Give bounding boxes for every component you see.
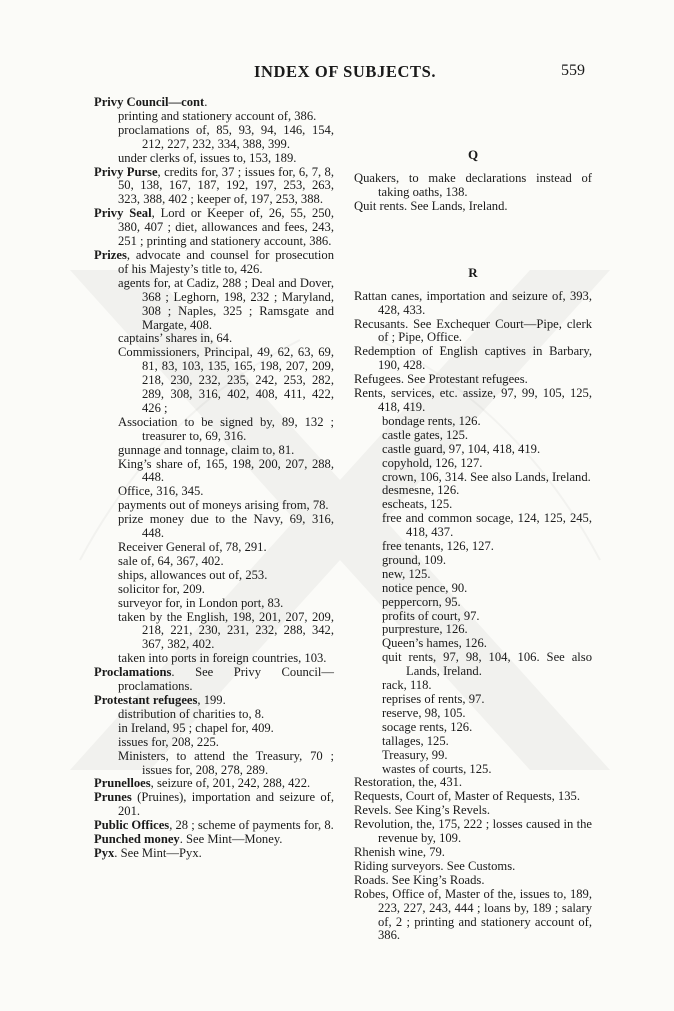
index-subentry: bondage rents, 126. <box>382 413 481 428</box>
index-subentry: profits of court, 97. <box>382 608 480 623</box>
index-subentry: King’s share of, 165, 198, 200, 207, 288, 448. <box>118 456 334 485</box>
index-subentry: distribution of charities to, 8. <box>118 706 265 721</box>
index-entry: Rhenish wine, 79. <box>354 844 445 859</box>
index-subentry: captains’ shares in, 64. <box>118 331 233 346</box>
left-column <box>94 96 334 861</box>
index-subentry: free tenants, 126, 127. <box>382 539 494 554</box>
index-entry: Refugees. See Protestant refugees. <box>354 372 528 387</box>
index-subentry: castle guard, 97, 104, 418, 419. <box>382 441 541 456</box>
index-subentry: Ministers, to attend the Treasury, 70 ; issues for, 208, 278, 289. <box>118 748 334 777</box>
index-entry: Roads. See King’s Roads. <box>354 872 485 887</box>
index-entry: Requests, Court of, Master of Requests, 135. <box>354 789 580 804</box>
index-subentry: ships, allowances out of, 253. <box>118 567 268 582</box>
index-entry: Quakers, to make declarations instead of taking oaths, 138. <box>354 171 592 199</box>
index-subentry: reprises of rents, 97. <box>382 692 485 706</box>
index-entry: Protestant refugees, 199. <box>94 692 226 707</box>
index-entry: Rattan canes, importation and seizure of, 393, 428, 433. <box>354 288 592 317</box>
index-subentry: Office, 316, 345. <box>118 484 204 499</box>
index-subentry: Receiver General of, 78, 291. <box>118 540 267 554</box>
index-entry: Prunes (Pruines), importation and seizure of, 201. <box>94 790 335 819</box>
index-subentry: socage rents, 126. <box>382 719 473 734</box>
index-subentry: solicitor for, 209. <box>118 581 205 596</box>
index-subentry: agents for, at Cadiz, 288 ; Deal and Dover, 368 ; Leghorn, 198, 232 ; Maryland, 308 ; Naples, 325 ; Ramsgate and Margate, 408. <box>118 275 334 332</box>
index-entry: Privy Council—cont. <box>94 95 208 109</box>
index-subentry: reserve, 98, 105. <box>382 705 466 720</box>
index-subentry: escheats, 125. <box>382 497 453 512</box>
index-subentry: peppercorn, 95. <box>382 594 461 609</box>
index-entry: Proclamations. See Privy Council—proclamations. <box>94 665 334 694</box>
index-subentry: sale of, 64, 367, 402. <box>118 553 224 568</box>
index-entry: Privy Seal, Lord or Keeper of, 26, 55, 250, 380, 407 ; diet, allowances and fees, 243, 251 ; printing and stationery account, 386. <box>94 206 334 249</box>
index-subentry: notice pence, 90. <box>382 580 468 595</box>
index-subentry: Queen’s hames, 126. <box>382 636 487 651</box>
index-subentry: gunnage and tonnage, claim to, 81. <box>118 442 295 457</box>
index-subentry: wastes of courts, 125. <box>382 761 492 776</box>
index-entry: Public Offices, 28 ; scheme of payments for, 8. <box>94 818 334 833</box>
index-entry: Riding surveyors. See Customs. <box>354 858 516 873</box>
index-subentry: rack, 118. <box>382 678 432 693</box>
page-header <box>0 62 674 84</box>
section-q-entries <box>354 172 592 214</box>
index-entry: Privy Purse, credits for, 37 ; issues for, 6, 7, 8, 50, 138, 167, 187, 192, 197, 253, 263, 323, 388, 402 ; keeper of, 197, 253, 388. <box>94 164 334 207</box>
index-subentry: Commissioners, Principal, 49, 62, 63, 69, 81, 83, 103, 135, 165, 198, 207, 209, 218, 230, 232, 235, 242, 253, 282, 289, 308, 316, 402, 408, 411, 422, 426 ; <box>118 345 334 415</box>
index-subentry: surveyor for, in London port, 83. <box>118 595 284 610</box>
index-subentry: Treasury, 99. <box>382 747 448 762</box>
index-subentry: desmesne, 126. <box>382 483 460 498</box>
index-entry: Restoration, the, 431. <box>354 775 463 790</box>
index-subentry: printing and stationery account of, 386. <box>118 108 317 123</box>
index-entry: Recusants. See Exchequer Court—Pipe, clerk of ; Pipe, Office. <box>354 316 592 345</box>
index-subentry: purpresture, 126. <box>382 622 468 637</box>
index-entry: Rents, services, etc. assize, 97, 99, 105, 125, 418, 419. <box>354 386 592 414</box>
index-entry: Redemption of English captives in Barbary, 190, 428. <box>354 344 592 373</box>
index-subentry: copyhold, 126, 127. <box>382 455 483 470</box>
index-subentry: payments out of moneys arising from, 78. <box>118 498 329 513</box>
index-subentry: quit rents, 97, 98, 104, 106. See also Lands, Ireland. <box>382 650 592 679</box>
right-column <box>354 96 592 943</box>
index-entry: Robes, Office of, Master of the, issues to, 189, 223, 227, 243, 444 ; loans by, 189 ; salary of, 2 ; printing and stationery account of, 386. <box>354 886 592 943</box>
section-letter-q: Q <box>467 147 479 162</box>
index-entry: Revels. See King’s Revels. <box>354 803 491 818</box>
index-subentry: Association to be signed by, 89, 132 ; treasurer to, 69, 316. <box>118 414 334 443</box>
header-title: INDEX OF SUBJECTS. <box>254 62 437 81</box>
index-subentry: under clerks of, issues to, 153, 189. <box>118 150 297 165</box>
index-entry: Revolution, the, 175, 222 ; losses caused in the revenue by, 109. <box>354 817 592 846</box>
index-subentry: new, 125. <box>382 566 431 581</box>
index-entry: Quit rents. See Lands, Ireland. <box>354 198 508 213</box>
index-subentry: in Ireland, 95 ; chapel for, 409. <box>118 720 274 735</box>
index-subentry: tallages, 125. <box>382 733 449 748</box>
index-entry: Punched money. See Mint—Money. <box>94 832 283 847</box>
index-subentry: crown, 106, 314. See also Lands, Ireland. <box>382 469 591 484</box>
section-r-entries <box>354 290 592 944</box>
index-subentry: castle gates, 125. <box>382 427 469 442</box>
index-subentry: taken into ports in foreign countries, 103. <box>118 651 327 666</box>
index-entry: Prizes, advocate and counsel for prosecution of his Majesty’s title to, 426. <box>94 247 334 276</box>
index-entry: Prunelloes, seizure of, 201, 242, 288, 422. <box>94 776 311 791</box>
index-subentry: prize money due to the Navy, 69, 316, 448. <box>118 512 334 541</box>
index-subentry: free and common socage, 124, 125, 245, 418, 437. <box>382 511 592 540</box>
section-letter-r: R <box>468 264 478 280</box>
index-entry: Pyx. See Mint—Pyx. <box>94 845 202 860</box>
index-subentry: taken by the English, 198, 201, 207, 209, 218, 221, 230, 231, 232, 288, 342, 367, 382, 402. <box>118 609 334 652</box>
page-number: 559 <box>561 62 585 79</box>
index-subentry: proclamations of, 85, 93, 94, 146, 154, 212, 227, 232, 334, 388, 399. <box>118 122 334 151</box>
index-subentry: ground, 109. <box>382 552 447 567</box>
index-subentry: issues for, 208, 225. <box>118 734 219 749</box>
